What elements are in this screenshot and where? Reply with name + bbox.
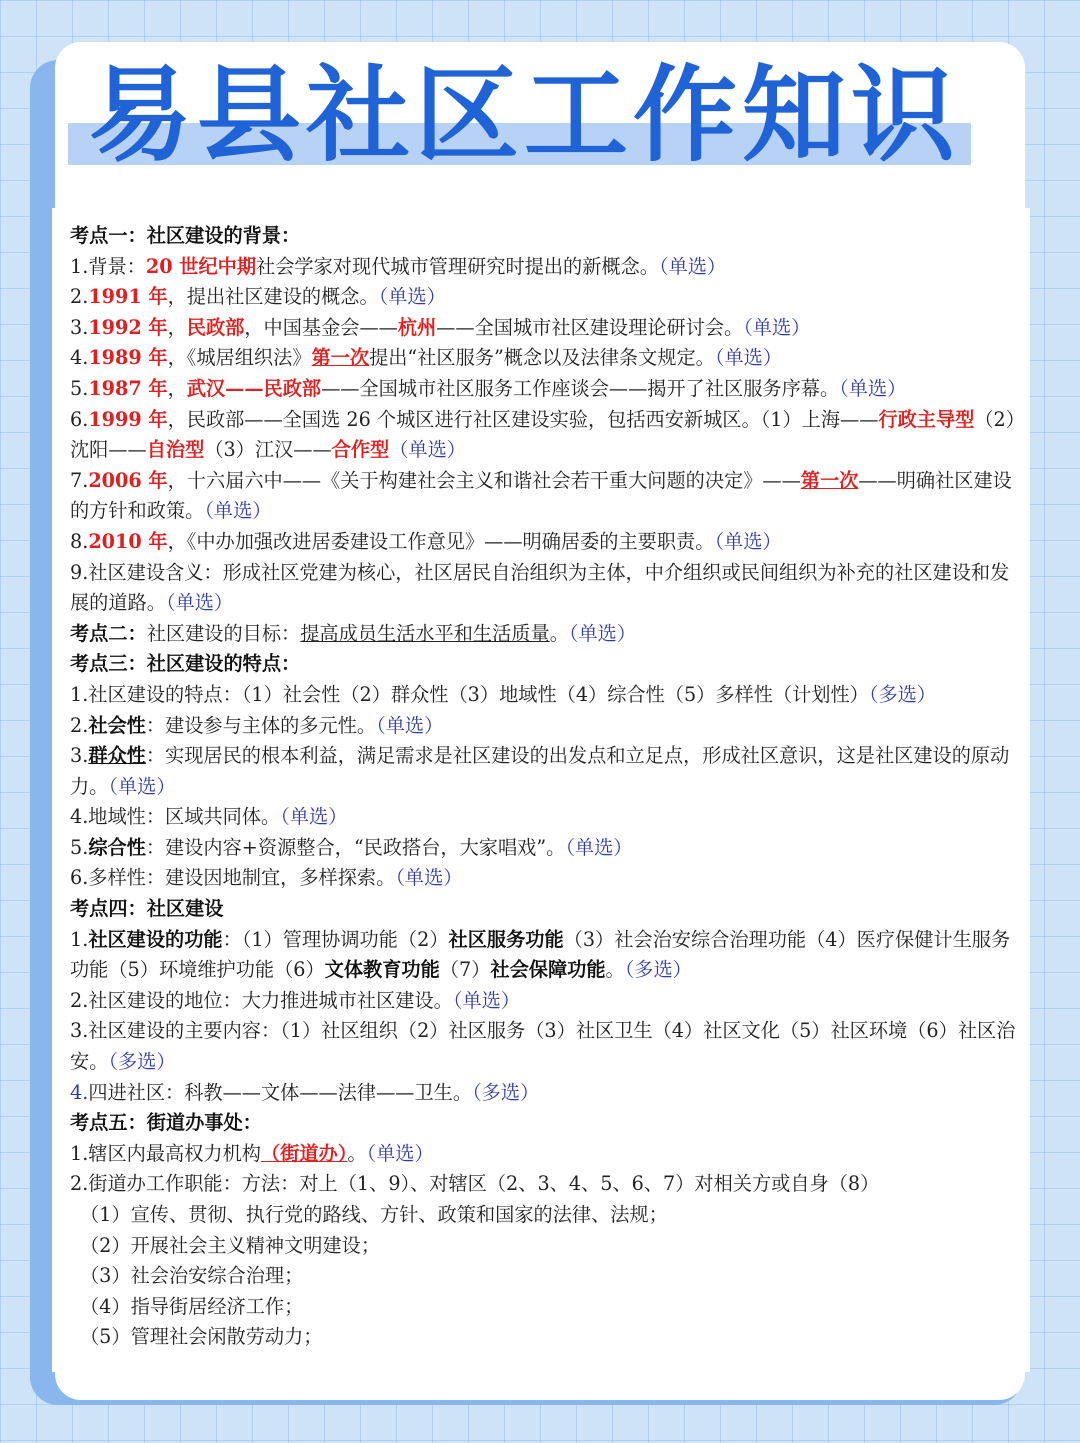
question-type-tag: （单选） [743,315,811,339]
s1-line-4: 4.1989 年，《城居组织法》第一次提出“社区服务”概念以及法律条文规定。（单选） [70,346,783,370]
question-type-tag: （单选） [452,988,521,1012]
question-type-tag: （单选） [839,376,907,400]
question-type-tag: （单选） [366,1141,434,1165]
s5-item-5: （5）管理社会闲散劳动力； [80,1325,323,1349]
question-type-tag: （单选） [165,591,234,615]
s3-line-2: 2.社会性：建设参与主体的多元性。（单选） [70,713,444,737]
s5-item-2: （2）开展社会主义精神文明建设； [80,1233,381,1257]
s1-line-8: 8.2010 年，《中办加强改进居委建设工作意见》——明确居委的主要职责。（单选） [70,529,782,553]
question-type-tag: （单选） [280,805,348,829]
question-type-tag: （多选） [472,1080,540,1104]
question-type-tag: （单选） [204,499,272,523]
question-type-tag: （多选） [868,682,937,706]
question-type-tag: （单选） [108,774,176,798]
s5-item-4: （4）指导街居经济工作； [80,1294,304,1318]
page-title: 易县社区工作知识 [88,54,961,176]
question-type-tag: （多选） [108,1050,176,1074]
s1-line-5: 5.1987 年，武汉——民政部——全国城市社区服务工作座谈会——揭开了社区服务序幕。（单选） [70,376,907,400]
s5-line-2: 2.街道办工作职能：方法：对上（1、9）、对辖区（2、3、4、5、6、7）对相关方或自身（8） [70,1172,880,1196]
section-3-heading: 考点三：社区建设的特点： [70,652,301,676]
s4-line-1: 1.社区建设的功能：（1）管理协调功能（2）社区服务功能（3）社会治安综合治理功能（4）医疗保健计生服务功能（5）环境维护功能（6）文体教育功能（7）社会保障功能。（多选） [70,927,1011,982]
question-type-tag: （单选） [376,713,444,737]
s1-line-3: 3.1992 年，民政部，中国基金会——杭州——全国城市社区建设理论研讨会。（单选） [70,315,811,339]
section-1-heading: 考点一：社区建设的背景： [70,224,301,247]
s3-line-6: 6.多样性：建设因地制宜，多样探索。（单选） [70,866,463,890]
question-type-tag: （单选） [568,621,637,645]
notes-content [70,221,1018,1353]
s3-line-1: 1.社区建设的特点：（1）社会性（2）群众性（3）地域性（4）综合性（5）多样性（计划性）（多选） [70,682,937,706]
s3-line-5: 5.综合性：建设内容+资源整合，“民政搭台，大家唱戏”。（单选） [70,835,633,859]
s3-line-4: 4.地域性：区域共同体。（单选） [70,805,348,829]
s4-line-4: 4.四进社区：科教——文体——法律——卫生。（多选） [70,1080,540,1104]
s1-line-7: 7.2006 年，十六届六中——《关于构建社会主义和谐社会若干重大问题的决定》——第一次——明确社区建设的方针和政策。（单选） [70,468,1012,523]
s1-line-9: 9.社区建设含义：形成社区党建为核心，社区居民自治组织为主体，中介组织或民间组织为补充的社区建设和发展的道路。（单选） [70,560,1010,615]
question-type-tag: （单选） [378,285,446,309]
s5-item-1: （1）宣传、贯彻、执行党的路线、方针、政策和国家的法律、法规； [80,1203,668,1226]
question-type-tag: （单选） [389,438,466,462]
question-type-tag: （多选） [624,958,692,982]
s1-line-1: 1.背景：20 世纪中期社会学家对现代城市管理研究时提出的新概念。（单选） [70,254,727,278]
section-2-heading: 考点二：社区建设的目标：提高成员生活水平和生活质量。（单选） [70,621,637,645]
question-type-tag: （单选） [658,254,727,278]
question-type-tag: （单选） [565,835,633,859]
question-type-tag: （单选） [714,529,782,553]
section-5-heading: 考点五：街道办事处： [70,1111,262,1135]
section-4-heading: 考点四：社区建设 [70,897,224,921]
s1-line-6: 6.1999 年，民政部——全国选 26 个城区进行社区建设实验，包括西安新城区。（1）上海——行政主导型（2）沈阳——自治型（3）江汉——合作型（单选） [70,407,1016,462]
s4-line-2: 2.社区建设的地位：大力推进城市社区建设。（单选） [70,988,521,1012]
s5-item-3: （3）社会治安综合治理； [80,1264,304,1288]
s4-line-3: 3.社区建设的主要内容：（1）社区组织（2）社区服务（3）社区卫生（4）社区文化（5）社区环境（6）社区治安。（多选） [70,1019,1016,1074]
s1-line-2: 2.1991 年，提出社区建设的概念。（单选） [70,285,446,309]
question-type-tag: （单选） [714,346,783,370]
s3-line-3: 3.群众性：实现居民的根本利益，满足需求是社区建设的出发点和立足点，形成社区意识，这是社区建设的原动力。（单选） [70,744,1010,798]
s5-line-1: 1.辖区内最高权力机构（街道办）。（单选） [70,1141,434,1165]
question-type-tag: （单选） [395,866,463,890]
